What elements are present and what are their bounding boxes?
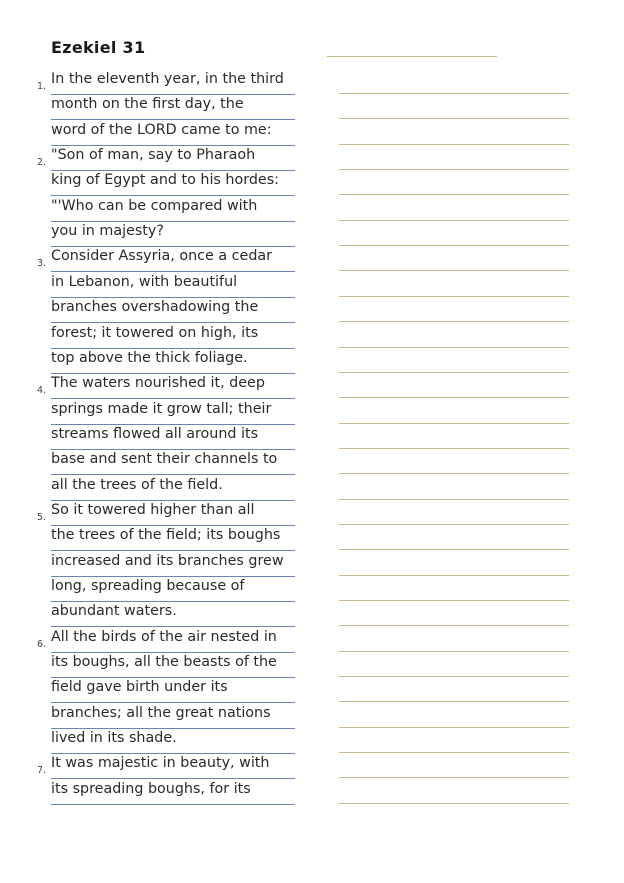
verse-number: 7. <box>37 765 47 777</box>
verse-number: 1. <box>37 81 47 92</box>
writing-line[interactable] <box>339 727 569 728</box>
verse-text-line: increased and its branches grew <box>51 552 295 577</box>
title-writing-line <box>327 56 497 57</box>
verse-text-line: branches; all the great nations <box>51 704 295 729</box>
writing-line[interactable] <box>339 93 569 94</box>
verse-number: 5. <box>37 511 47 523</box>
verse-text-line: its spreading boughs, for its <box>51 780 295 805</box>
verse-text-line: base and sent their channels to <box>51 450 295 475</box>
writing-line[interactable] <box>339 169 569 170</box>
verse-text-line: word of the LORD came to me: <box>51 121 295 146</box>
writing-line[interactable] <box>339 676 569 677</box>
writing-line[interactable] <box>339 524 569 525</box>
verse-number: 4. <box>37 385 47 397</box>
writing-line[interactable] <box>339 625 569 626</box>
verse-text-line: you in majesty? <box>51 222 295 247</box>
verse-text-line: all the trees of the field. <box>51 476 295 501</box>
verse-text-line: streams flowed all around its <box>51 425 295 450</box>
writing-line[interactable] <box>339 372 569 373</box>
verse-text-line: branches overshadowing the <box>51 298 295 323</box>
verse-text-line: long, spreading because of <box>51 577 295 602</box>
writing-line[interactable] <box>339 473 569 474</box>
writing-line[interactable] <box>339 752 569 753</box>
verse-text-line: It was majestic in beauty, with <box>51 754 295 779</box>
verse-text-line: abundant waters. <box>51 602 295 627</box>
writing-line[interactable] <box>339 777 569 778</box>
verse-text-line: "'Who can be compared with <box>51 197 295 222</box>
writing-line[interactable] <box>339 245 569 246</box>
writing-line[interactable] <box>339 423 569 424</box>
chapter-title: Ezekiel 31 <box>51 38 146 57</box>
writing-line[interactable] <box>339 803 569 804</box>
writing-line[interactable] <box>339 118 569 119</box>
verse-text-line: forest; it towered on high, its <box>51 324 295 349</box>
verse-text-line: top above the thick foliage. <box>51 349 295 374</box>
verse-text-line: In the eleventh year, in the third <box>51 70 295 95</box>
verse-text-line: Consider Assyria, once a cedar <box>51 247 295 272</box>
writing-line[interactable] <box>339 321 569 322</box>
writing-line[interactable] <box>339 194 569 195</box>
verse-text-line: field gave birth under its <box>51 678 295 703</box>
verse-number: 3. <box>37 258 47 270</box>
writing-line[interactable] <box>339 397 569 398</box>
verse-text-line: month on the first day, the <box>51 95 295 120</box>
writing-line[interactable] <box>339 220 569 221</box>
verse-number: 2. <box>37 157 47 169</box>
writing-line[interactable] <box>339 651 569 652</box>
verse-text-line: its boughs, all the beasts of the <box>51 653 295 678</box>
writing-line[interactable] <box>339 575 569 576</box>
writing-line[interactable] <box>339 600 569 601</box>
writing-line[interactable] <box>339 347 569 348</box>
verse-text-line: the trees of the field; its boughs <box>51 526 295 551</box>
writing-line[interactable] <box>339 296 569 297</box>
verse-text-line: springs made it grow tall; their <box>51 400 295 425</box>
writing-line[interactable] <box>339 549 569 550</box>
writing-line[interactable] <box>339 144 569 145</box>
writing-line[interactable] <box>339 270 569 271</box>
writing-line[interactable] <box>339 499 569 500</box>
verse-text-line: king of Egypt and to his hordes: <box>51 171 295 196</box>
page-number <box>304 812 318 816</box>
verse-number: 6. <box>37 638 47 650</box>
verse-text-line: lived in its shade. <box>51 729 295 754</box>
writing-line[interactable] <box>339 448 569 449</box>
verse-text-line: So it towered higher than all <box>51 501 295 526</box>
verse-text-line: "Son of man, say to Pharaoh <box>51 146 295 171</box>
verse-text-line: in Lebanon, with beautiful <box>51 273 295 298</box>
writing-line[interactable] <box>339 701 569 702</box>
verse-text-line: All the birds of the air nested in <box>51 628 295 653</box>
verse-text-line: The waters nourished it, deep <box>51 374 295 399</box>
